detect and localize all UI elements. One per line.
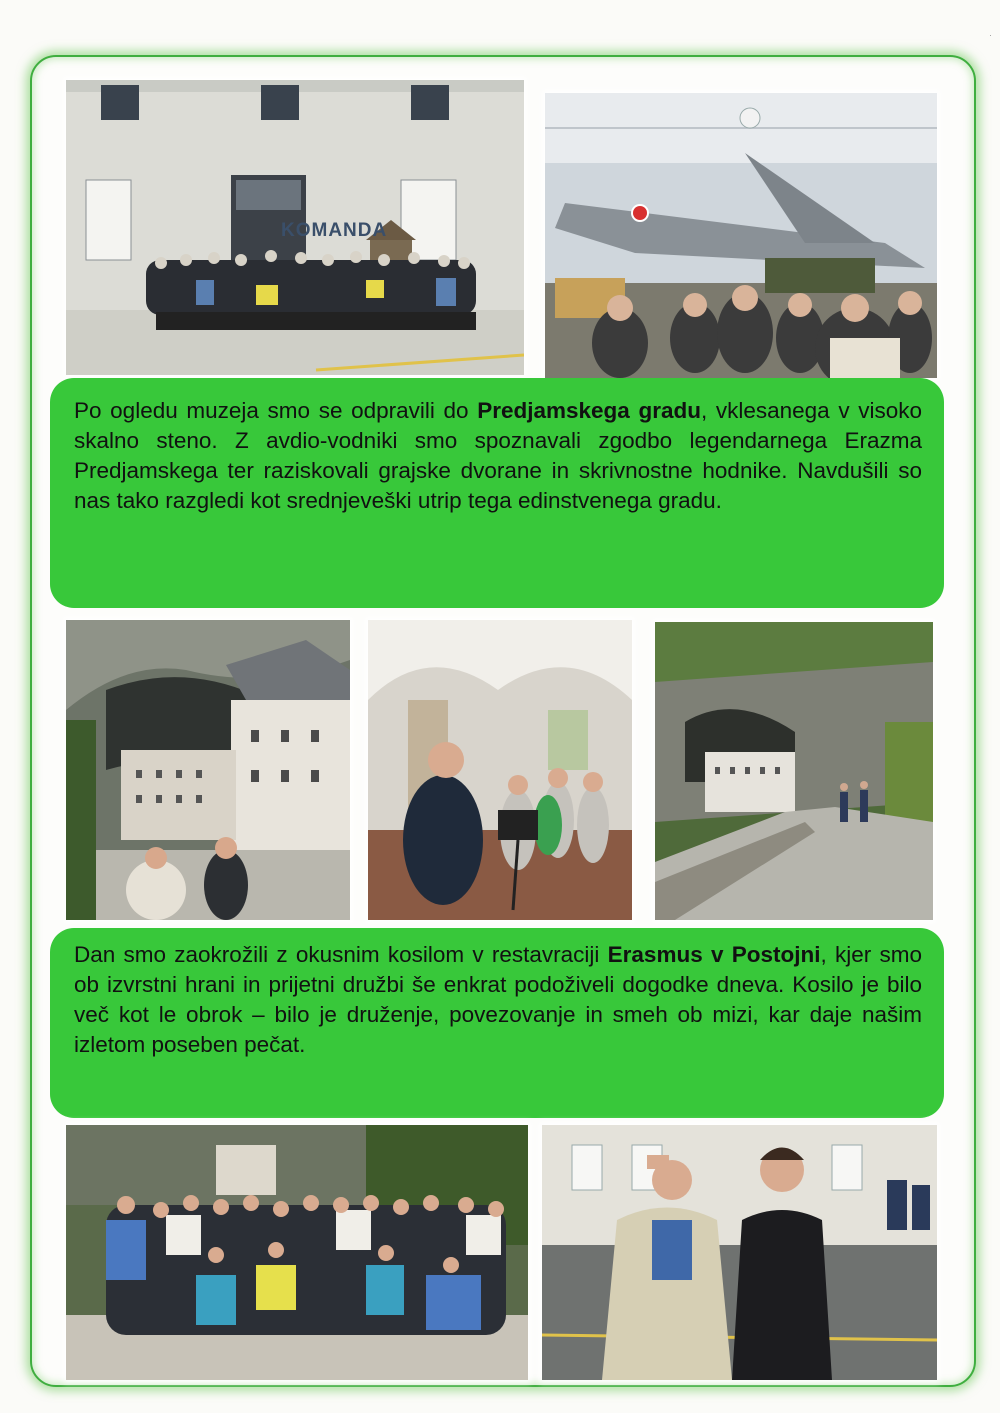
paragraph-erasmus: Dan smo zaokrožili z okusnim kosilom v restavraciji Erasmus v Postojni, kjer smo ob izvrstni hrani in prijetni družbi še enkrat podoživeli dogodke dneva. Kosilo je bilo več kot le obrok – bilo je druženje, povezovanje in smeh ob mizi, kar daje našim izletom poseben pečat. <box>74 942 922 1057</box>
photo-castle-path <box>655 622 933 920</box>
paragraph-predjama: Po ogledu muzeja smo se odpravili do Predjamskega gradu, vklesanega v visoko skalno steno. Z avdio-vodniki smo spoznavali zgodbo legendarnega Erazma Predjamskega ter raziskovali grajske dvorane in skrivnostne hodnike. Navdušili so nas tako razgledi kot srednjeveški utrip tega edinstvenega gradu. <box>74 398 922 513</box>
photo-group-castle <box>66 1125 528 1380</box>
photo-two-men <box>542 1125 937 1380</box>
text-box-erasmus <box>50 928 944 1118</box>
photo-castle-interior <box>368 620 632 920</box>
photo-aircraft-museum <box>545 93 937 378</box>
highlight-erasmus-postojni: Erasmus v Postojni <box>607 942 821 967</box>
komanda-sign-text: KOMANDA <box>281 220 388 241</box>
scan-mark: · <box>989 30 992 40</box>
photo-komanda-group <box>66 80 524 375</box>
highlight-predjamskega-gradu: Predjamskega gradu <box>477 398 701 423</box>
photo-predjama-castle <box>66 620 350 920</box>
text-box-predjama <box>50 378 944 608</box>
